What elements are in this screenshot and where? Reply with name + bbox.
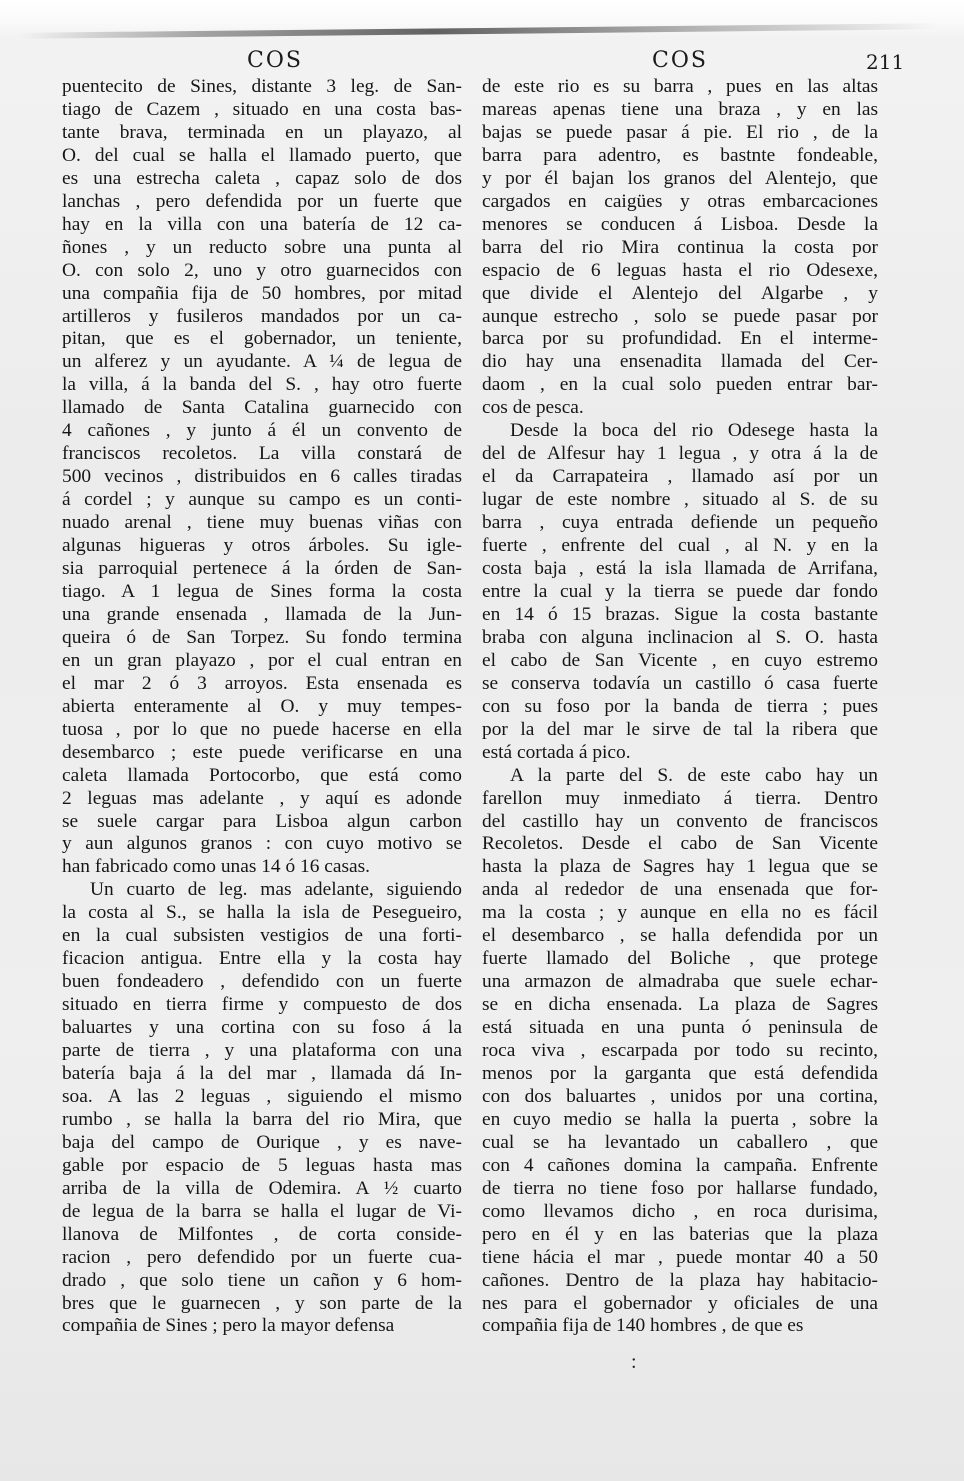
text-line: ma la costa ; y aunque en ella no es fácil [482,902,878,924]
text-line: hay en la villa con una batería de 12 ca- [62,213,462,235]
text-line: con 4 cañones domina la campaña. Enfrente [482,1154,878,1176]
text-line: algunas higueras y otros árboles. Su igle- [62,535,462,557]
text-line: como llevamos dicho , en roca durisima, [482,1200,878,1222]
text-line: tiago. A 1 legua de Sines forma la costa [62,580,462,602]
text-line: menos por la garganta que está defendida [482,1062,878,1084]
text-line: tiene hácia el mar , puede montar 40 a 50 [482,1246,878,1268]
text-line: que divide el Alentejo del Algarbe , y [482,282,878,304]
text-line: se suele cargar para Lisboa algun carbon [62,810,462,832]
text-column-right [482,76,878,1338]
text-line: cos de pesca. [482,397,584,419]
text-line: barra , cuya entrada defiende un pequeño [482,512,878,534]
text-line: braba con alguna inclinacion al S. O. hasta [482,626,878,648]
text-line: el da Carrapateira , llamado así por un [482,466,878,488]
text-line: batería baja á la del mar , llamada dá In- [62,1062,462,1084]
text-line: queira ó de San Torpez. Su fondo termina [62,626,462,648]
text-line: roca viva , escarpada por todo su recinto, [482,1040,878,1062]
text-line: del castillo hay un convento de franciscos [482,810,878,832]
text-line: cual se ha levantado un caballero , que [482,1131,878,1153]
text-line: la costa al S., se halla la isla de Pesegueiro, [62,902,462,924]
text-line: lugar de este nombre , situado al S. de su [482,489,878,511]
text-line: un alferez y un ayudante. A ¼ de legua de [62,351,462,373]
text-line: menores se conducen á Lisboa. Desde la [482,213,878,235]
text-line: á cordel ; y aunque su campo es un conti- [62,489,462,511]
text-line: artilleros y fusileros mandados por un ca- [62,305,462,327]
footer-mark: : [631,1351,637,1373]
text-line: está situada en una punta ó peninsula de [482,1017,878,1039]
text-line: el mar 2 ó 3 arroyos. Esta ensenada es [62,672,462,694]
text-line: Un cuarto de leg. mas adelante, siguiendo [90,879,462,901]
text-line: desembarco ; este puede verificarse en una [62,741,462,763]
text-line: cargados en caigües y otras embarcaciones [482,190,878,212]
text-line: O. del cual se halla el llamado puerto, que [62,144,462,166]
text-line: compañia de Sines ; pero la mayor defensa [62,1315,395,1337]
text-line: sia parroquial pertenece á la órden de San- [62,558,462,580]
text-line: aunque estrecho , solo se puede pasar por [482,305,878,327]
text-line: fuerte llamado del Boliche , que protege [482,948,878,970]
text-line: mareas apenas tiene una braza , y en las [482,98,878,120]
text-line: en la cual subsisten vestigios de una forti- [62,925,462,947]
text-line: 4 cañones , y junto á él un convento de [62,420,462,442]
text-line: por la del mar le sirve de tal la ribera que [482,718,878,740]
text-line: pitan, que es el gobernador, un teniente, [62,328,462,350]
text-line: de este rio es su barra , pues en las altas [482,76,878,97]
text-line: llamado de Santa Catalina guarnecido con [62,397,462,419]
text-line: se conserva todavía un castillo ó casa fuerte [482,672,878,694]
text-line: fuerte , enfrente del cual , al N. y en la [482,535,878,557]
text-line: lanchas , pero defendida por un fuerte que [62,190,462,212]
text-line: farellon muy inmediato á tierra. Dentro [482,787,878,809]
text-line: barra para adentro, es bastnte fondeable, [482,144,878,166]
text-line: abierta enteramente al O. y muy tempes- [62,695,462,717]
text-line: costa baja , está la isla llamada de Arrifana, [482,558,878,580]
text-line: espacio de 6 leguas hasta el rio Odesexe, [482,259,878,281]
text-line: el cabo de San Vicente , en cuyo estremo [482,649,878,671]
text-line: el desembarco , se halla defendida por un [482,925,878,947]
text-column-left [62,76,462,1338]
text-line: anda al rededor de una ensenada que for- [482,879,878,901]
text-line: tante brava, terminada en un playazo, al [62,121,462,143]
text-line: de legua de la barra se halla el lugar de Vi- [62,1200,462,1222]
text-line: baluartes y una cortina con su foso á la [62,1017,462,1039]
text-line: la villa, á la banda del S. , hay otro fuerte [62,374,462,396]
text-line: entre la cual y la tierra se puede dar fondo [482,580,878,602]
text-line: baja del campo de Ourique , y es nave- [62,1131,462,1153]
text-line: barca por su profundidad. En el interme- [482,328,878,350]
text-line: del de Alfesur hay 1 legua , y otra á la de [482,443,878,465]
text-line: en 14 ó 15 brazas. Sigue la costa bastante [482,603,878,625]
text-line: rumbo , se halla la barra del rio Mira, que [62,1108,462,1130]
text-line: dio hay una ensenadita llamada del Cer- [482,351,878,373]
text-line: puentecito de Sines, distante 3 leg. de San- [62,76,462,97]
text-line: han fabricado como unas 14 ó 16 casas. [62,856,370,878]
text-line: una grande ensenada , llamada de la Jun- [62,603,462,625]
text-line: llanova de Milfontes , de corta conside- [62,1223,462,1245]
text-line: caleta llamada Portocorbo, que está como [62,764,462,786]
text-line: 2 leguas mas adelante , y aquí es adonde [62,787,462,809]
text-line: buen fondeadero , defendido con un fuerte [62,971,462,993]
text-line: tiago de Cazem , situado en una costa bas- [62,98,462,120]
text-line: se en dicha ensenada. La plaza de Sagres [482,994,878,1016]
text-line: arriba de la villa de Odemira. A ½ cuarto [62,1177,462,1199]
text-line: racion , pero defendido por un fuerte cua- [62,1246,462,1268]
text-line: O. con solo 2, uno y otro guarnecidos con [62,259,462,281]
page-number: 211 [866,50,905,74]
text-line: nes para el gobernador y oficiales de una [482,1292,878,1314]
text-line: soa. A las 2 leguas , siguiendo el mismo [62,1085,462,1107]
text-line: está cortada á pico. [482,741,631,763]
text-line: compañia fija de 140 hombres , de que es [482,1315,804,1337]
text-line: drado , que solo tiene un cañon y 6 hom- [62,1269,462,1291]
text-line: bajas se puede pasar á pie. El rio , de la [482,121,878,143]
text-line: y por él bajan los granos del Alentejo, que [482,167,878,189]
running-head-left: COS [247,48,303,73]
text-line: en cuyo medio se halla la puerta , sobre la [482,1108,878,1130]
text-line: A la parte del S. de este cabo hay un [510,764,878,786]
running-head-right: COS [652,48,708,73]
text-line: una compañia fija de 50 hombres, por mitad [62,282,462,304]
text-line: con dos baluartes , unidos por una cortina, [482,1085,878,1107]
text-line: pero en él y en las baterias que la plaza [482,1223,878,1245]
text-line: ñones , y un reducto sobre una punta al [62,236,462,258]
text-line: gable por espacio de 5 leguas hasta mas [62,1154,462,1176]
text-line: bres que le guarnecen , y son parte de la [62,1292,462,1314]
text-line: nuado arenal , tiene muy buenas viñas con [62,512,462,534]
text-line: tuosa , por lo que no puede hacerse en ella [62,718,462,740]
text-line: franciscos recoletos. La villa constará de [62,443,462,465]
text-line: situado en tierra firme y compuesto de dos [62,994,462,1016]
text-line: con su foso por la banda de tierra ; pues [482,695,878,717]
text-line: barra del rio Mira continua la costa por [482,236,878,258]
text-line: una armazon de almadraba que suele echar- [482,971,878,993]
text-line: cañones. Dentro de la plaza hay habitacio- [482,1269,878,1291]
text-line: 500 vecinos , distribuidos en 6 calles tiradas [62,466,462,488]
text-line: ficacion antigua. Entre ella y la costa hay [62,948,462,970]
text-line: y aun algunos granos : con cuyo motivo se [62,833,462,855]
text-line: Desde la boca del rio Odesege hasta la [510,420,878,442]
text-line: en un gran playazo , por el cual entran en [62,649,462,671]
text-line: parte de tierra , y una plataforma con una [62,1040,462,1062]
text-line: daom , en la cual solo pueden entrar bar- [482,374,878,396]
text-line: es una estrecha caleta , capaz solo de dos [62,167,462,189]
text-line: de tierra no tiene foso por hallarse fundado, [482,1177,878,1199]
text-line: hasta la plaza de Sagres hay 1 legua que se [482,856,878,878]
text-line: Recoletos. Desde el cabo de San Vicente [482,833,878,855]
